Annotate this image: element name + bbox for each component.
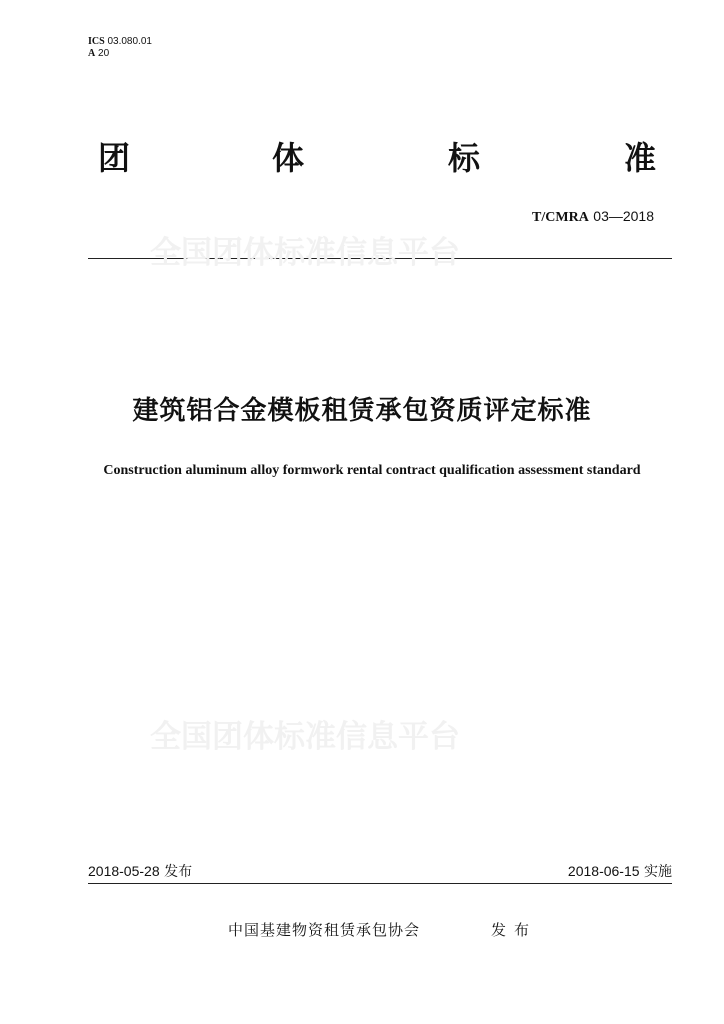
publisher-label: 发布 — [491, 921, 538, 939]
footer-divider — [88, 883, 672, 884]
classification-codes — [88, 36, 152, 60]
ics-line — [88, 36, 152, 48]
ccs-code: 20 — [98, 48, 110, 59]
ccs-line — [88, 48, 152, 60]
standard-type-heading — [98, 138, 664, 182]
standard-type-char: 准 — [624, 139, 657, 177]
standard-type-char: 标 — [448, 139, 481, 177]
ics-label: ICS — [88, 36, 105, 47]
publisher-name: 中国基建物资租赁承包协会 — [228, 921, 421, 939]
implementation-date-label: 实施 — [644, 864, 672, 880]
implementation-date-value: 2018-06-15 — [567, 863, 640, 879]
document-title-zh: 建筑铝合金模板租赁承包资质评定标准 — [132, 396, 592, 426]
watermark: 全国团体标准信息平台 — [150, 235, 460, 271]
issue-date — [88, 862, 192, 881]
document-title-en: Construction aluminum alloy formwork rental contract qualification assessment standard — [103, 463, 641, 478]
ccs-label: A — [88, 48, 96, 59]
standard-type-char: 体 — [272, 139, 305, 177]
issue-date-label: 发布 — [164, 864, 193, 880]
standard-number-value: 03—2018 — [593, 208, 654, 224]
standard-type-char: 团 — [98, 139, 131, 177]
issue-date-value: 2018-05-28 — [88, 863, 160, 879]
watermark: 全国团体标准信息平台 — [150, 719, 460, 755]
standard-number — [532, 207, 654, 227]
standard-number-prefix: T/CMRA — [532, 210, 589, 225]
ics-code: 03.080.01 — [107, 36, 152, 47]
implementation-date — [568, 862, 672, 881]
